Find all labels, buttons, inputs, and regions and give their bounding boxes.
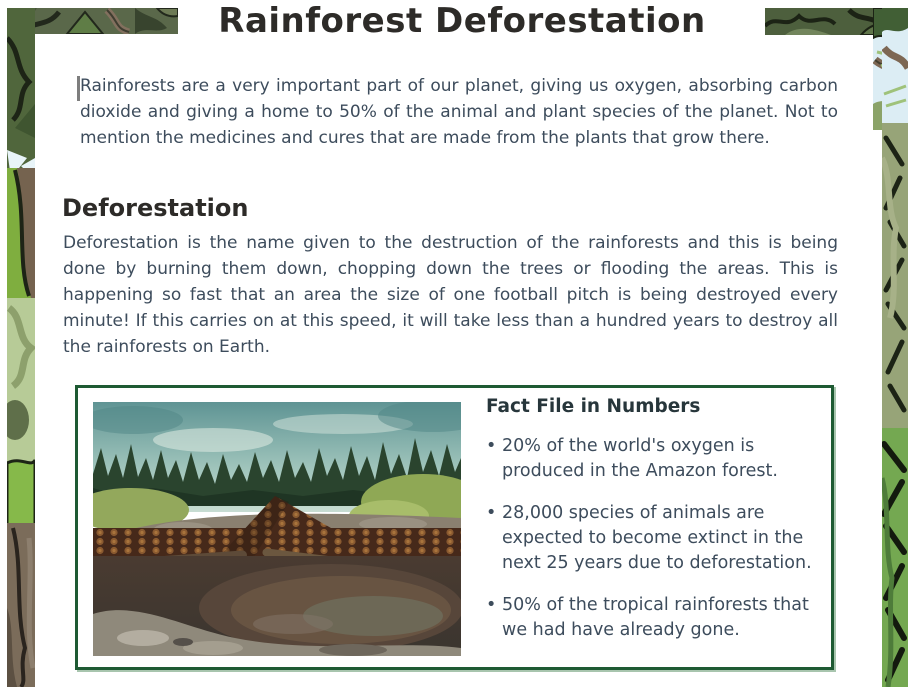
page-title: Rainforest Deforestation [218,1,706,41]
fact-item-text: 20% of the world's oxygen is produced in the Amazon forest. [502,436,778,481]
fact-item [486,501,826,576]
bullet-icon: • [486,595,497,615]
bullet-icon: • [486,503,497,523]
fact-item-text: 50% of the tropical rainforests that we had have already gone. [502,595,809,640]
jungle-border-left [7,8,35,687]
fact-item-text: 28,000 species of animals are expected to become extinct in the next 25 years due to deforestation. [502,503,812,573]
fact-file-heading: Fact File in Numbers [486,396,701,417]
section-paragraph: Deforestation is the name given to the destruction of the rainforests and this is being done by burning them down, chopping down the trees or flooding the areas. This is happening so fast that an area the size of one football pitch is being destroyed every minute! If this carries on at this speed, it will take less than a hundred years to destroy all the rainforests on Earth. [63,233,838,357]
fact-file-column [486,396,826,660]
intro-paragraph: Rainforests are a very important part of our planet, giving us oxygen, absorbing carbon dioxide and giving a home to 50% of the animal and plant species of the planet. Not to mention the medicines and cures that are made from the plants that grow there. [80,76,838,148]
fact-file-box [75,385,834,670]
fact-item [486,593,826,643]
deforestation-photo [93,402,461,656]
jungle-border-right [882,8,908,687]
section-heading: Deforestation [62,194,249,222]
fact-item [486,434,826,484]
bullet-icon: • [486,436,497,456]
